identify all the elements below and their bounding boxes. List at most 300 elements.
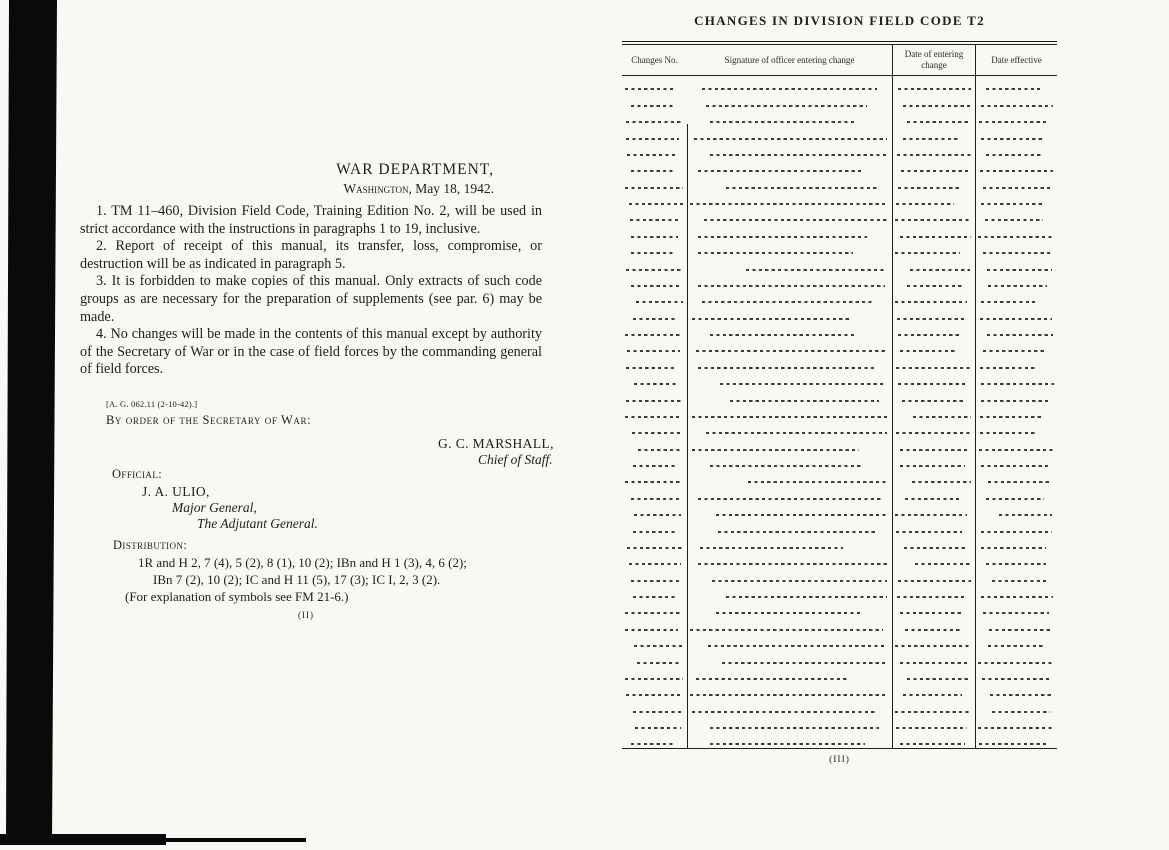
distribution-line-1: 1R and H 2, 7 (4), 5 (2), 8 (1), 10 (2); IBn and H 1 (3), 4, 6 (2); xyxy=(138,555,467,570)
dotted-fill-line xyxy=(716,612,863,614)
dotted-fill-line xyxy=(698,367,875,369)
dotted-fill-line xyxy=(690,629,883,631)
dotted-fill-line xyxy=(988,285,1047,287)
blank-cell xyxy=(975,301,1057,305)
dotted-fill-line xyxy=(983,252,1053,254)
blank-cell xyxy=(892,612,975,616)
scan-artifact-bottom-strip xyxy=(0,834,166,845)
dotted-fill-line xyxy=(979,121,1046,123)
blank-cell xyxy=(975,711,1057,715)
blank-cell xyxy=(687,269,892,273)
dotted-fill-line xyxy=(900,743,965,745)
dotted-fill-line xyxy=(986,563,1046,565)
dotted-fill-line xyxy=(710,334,855,336)
dotted-fill-line xyxy=(987,269,1052,271)
blank-cell xyxy=(622,580,687,584)
blank-cell xyxy=(892,465,975,469)
blank-cell xyxy=(975,662,1057,666)
blank-cell xyxy=(892,743,975,747)
blank-change-row xyxy=(622,92,1057,108)
blank-cell xyxy=(975,481,1057,485)
blank-cell xyxy=(892,170,975,174)
column-divider-3 xyxy=(975,76,976,748)
dotted-fill-line xyxy=(631,170,676,172)
blank-cell xyxy=(687,318,892,322)
blank-cell xyxy=(687,170,892,174)
dotted-fill-line xyxy=(698,170,863,172)
dotted-fill-line xyxy=(992,580,1047,582)
official-label: Official: xyxy=(112,467,163,481)
dotted-fill-line xyxy=(710,743,865,745)
dotted-fill-line xyxy=(981,465,1050,467)
dotted-fill-line xyxy=(981,383,1054,385)
blank-cell xyxy=(622,334,687,338)
dotted-fill-line xyxy=(637,662,682,664)
blank-cell xyxy=(892,449,975,453)
page-number-left: (II) xyxy=(298,610,314,620)
blank-cell xyxy=(892,154,975,158)
dotted-fill-line xyxy=(900,465,965,467)
blank-cell xyxy=(622,252,687,256)
dotted-fill-line xyxy=(913,416,971,418)
dotted-fill-line xyxy=(626,400,684,402)
blank-cell xyxy=(975,694,1057,698)
paragraph-2: 2. Report of receipt of this manual, its transfer, loss, compromise, or destruction will be as indicated in paragraph 5. xyxy=(80,238,542,272)
blank-cell xyxy=(622,203,687,207)
dotted-fill-line xyxy=(981,301,1035,303)
blank-cell xyxy=(622,531,687,535)
dotted-fill-line xyxy=(633,531,675,533)
dotted-fill-line xyxy=(625,678,683,680)
blank-cell xyxy=(892,416,975,420)
dotted-fill-line xyxy=(698,498,883,500)
dotted-fill-line xyxy=(625,88,673,90)
dotted-fill-line xyxy=(979,449,1053,451)
dotted-fill-line xyxy=(895,711,971,713)
dotted-fill-line xyxy=(981,400,1049,402)
blank-cell xyxy=(892,678,975,682)
blank-cell xyxy=(892,318,975,322)
blank-cell xyxy=(687,236,892,240)
blank-cell xyxy=(975,400,1057,404)
blank-cell xyxy=(622,121,687,125)
dotted-fill-line xyxy=(633,465,674,467)
dotted-fill-line xyxy=(636,301,683,303)
dotted-fill-line xyxy=(631,236,677,238)
dotted-fill-line xyxy=(706,432,887,434)
dotted-fill-line xyxy=(905,629,962,631)
dotted-fill-line xyxy=(710,154,889,156)
blank-cell xyxy=(622,596,687,600)
blank-cell xyxy=(687,105,892,109)
blank-cell xyxy=(622,170,687,174)
dotted-fill-line xyxy=(631,743,673,745)
blank-cell xyxy=(687,88,892,92)
blank-cell xyxy=(892,334,975,338)
dotted-fill-line xyxy=(912,481,971,483)
blank-cell xyxy=(892,531,975,535)
blank-cell xyxy=(975,219,1057,223)
dotted-fill-line xyxy=(625,612,682,614)
dotted-fill-line xyxy=(896,203,955,205)
blank-cell xyxy=(975,236,1057,240)
dotted-fill-line xyxy=(726,187,877,189)
dotted-fill-line xyxy=(896,367,970,369)
dotted-fill-line xyxy=(985,219,1043,221)
blank-cell xyxy=(622,678,687,682)
blank-cell xyxy=(622,138,687,142)
blank-cell xyxy=(687,350,892,354)
dotted-fill-line xyxy=(730,400,879,402)
dotted-fill-line xyxy=(710,727,879,729)
dotted-fill-line xyxy=(987,334,1053,336)
blank-cell xyxy=(622,645,687,649)
war-department-line: WAR DEPARTMENT, xyxy=(336,161,494,178)
blank-cell xyxy=(975,252,1057,256)
dotted-fill-line xyxy=(722,662,887,664)
blank-cell xyxy=(622,285,687,289)
blank-cell xyxy=(687,596,892,600)
blank-cell xyxy=(622,662,687,666)
header-date-effective: Date effective xyxy=(975,45,1057,75)
blank-cell xyxy=(975,187,1057,191)
signature-title: Chief of Staff. xyxy=(478,452,553,467)
blank-cell xyxy=(687,481,892,485)
blank-cell xyxy=(622,367,687,371)
paragraph-4: 4. No changes will be made in the contents of this manual except by authority of the Secretary of War or in the case of field forces by the commanding general of field forces. xyxy=(80,326,542,378)
changes-table-title: CHANGES IN DIVISION FIELD CODE T2 xyxy=(694,13,985,28)
blank-cell xyxy=(975,678,1057,682)
dotted-fill-line xyxy=(692,449,859,451)
blank-cell xyxy=(622,88,687,92)
blank-cell xyxy=(892,138,975,142)
dotted-fill-line xyxy=(981,547,1046,549)
blank-cell xyxy=(975,498,1057,502)
dotted-fill-line xyxy=(907,121,969,123)
dotted-fill-line xyxy=(706,105,867,107)
blank-cell xyxy=(892,269,975,273)
dotted-fill-line xyxy=(983,350,1044,352)
dotted-fill-line xyxy=(726,596,887,598)
dotted-fill-line xyxy=(631,498,682,500)
dotted-fill-line xyxy=(895,301,967,303)
dotted-fill-line xyxy=(627,350,680,352)
blank-cell xyxy=(622,400,687,404)
dotted-fill-line xyxy=(901,170,970,172)
dotted-fill-line xyxy=(690,694,887,696)
dotted-fill-line xyxy=(983,612,1050,614)
blank-cell xyxy=(975,432,1057,436)
dotted-fill-line xyxy=(897,596,965,598)
blank-cell xyxy=(622,219,687,223)
dotted-fill-line xyxy=(720,383,883,385)
dotted-fill-line xyxy=(907,285,962,287)
blank-cell xyxy=(622,236,687,240)
blank-cell xyxy=(622,383,687,387)
dotted-fill-line xyxy=(900,449,970,451)
blank-cell xyxy=(687,531,892,535)
blank-cell xyxy=(975,367,1057,371)
blank-cell xyxy=(622,318,687,322)
dotted-fill-line xyxy=(986,498,1045,500)
blank-cell xyxy=(975,269,1057,273)
dotted-fill-line xyxy=(915,563,970,565)
dotted-fill-line xyxy=(896,432,971,434)
dotted-fill-line xyxy=(981,531,1052,533)
dotted-fill-line xyxy=(904,547,965,549)
dotted-fill-line xyxy=(625,481,680,483)
blank-cell xyxy=(687,678,892,682)
scan-artifact-bottom-line xyxy=(160,838,306,842)
dotted-fill-line xyxy=(980,432,1037,434)
dotted-fill-line xyxy=(696,678,847,680)
blank-cell xyxy=(892,662,975,666)
blank-cell xyxy=(892,236,975,240)
blank-cell xyxy=(892,219,975,223)
changes-record-table xyxy=(622,41,1057,749)
dotted-fill-line xyxy=(748,481,887,483)
blank-cell xyxy=(687,547,892,551)
blank-cell xyxy=(687,449,892,453)
paragraph-3: 3. It is forbidden to make copies of this manual. Only extracts of such code groups as are necessary for the preparation of supplements (see par. 6) may be made. xyxy=(80,273,542,325)
column-divider-1 xyxy=(687,124,688,748)
blank-cell xyxy=(687,645,892,649)
dotted-fill-line xyxy=(625,334,682,336)
blank-cell xyxy=(687,285,892,289)
dotted-fill-line xyxy=(978,236,1053,238)
dotted-fill-line xyxy=(895,645,970,647)
blank-cell xyxy=(892,88,975,92)
blank-cell xyxy=(975,612,1057,616)
dotted-fill-line xyxy=(988,481,1052,483)
dotted-fill-line xyxy=(629,563,681,565)
dotted-fill-line xyxy=(979,743,1049,745)
blank-cell xyxy=(892,563,975,567)
dotted-fill-line xyxy=(698,236,867,238)
dotted-fill-line xyxy=(627,154,676,156)
blank-cell xyxy=(687,400,892,404)
blank-cell xyxy=(975,416,1057,420)
dotted-fill-line xyxy=(903,694,962,696)
blank-cell xyxy=(622,547,687,551)
dotted-fill-line xyxy=(986,88,1041,90)
blank-cell xyxy=(975,645,1057,649)
blank-cell xyxy=(975,350,1057,354)
blank-cell xyxy=(687,514,892,518)
dotted-fill-line xyxy=(632,432,682,434)
blank-cell xyxy=(622,154,687,158)
blank-cell xyxy=(622,301,687,305)
table-body xyxy=(622,76,1057,749)
blank-cell xyxy=(975,88,1057,92)
dotted-fill-line xyxy=(895,219,971,221)
page-number-right: (III) xyxy=(829,755,850,765)
dotted-fill-line xyxy=(625,416,679,418)
blank-cell xyxy=(892,187,975,191)
official-name: J. A. ULIO, xyxy=(142,484,210,499)
order-paragraphs xyxy=(80,203,542,379)
dotted-fill-line xyxy=(634,383,678,385)
dotted-fill-line xyxy=(631,285,682,287)
blank-cell xyxy=(622,105,687,109)
blank-cell xyxy=(975,727,1057,731)
blank-cell xyxy=(687,711,892,715)
dotted-fill-line xyxy=(700,547,843,549)
dotted-fill-line xyxy=(633,711,683,713)
blank-cell xyxy=(892,711,975,715)
dotted-fill-line xyxy=(981,105,1053,107)
dotted-fill-line xyxy=(631,105,675,107)
blank-cell xyxy=(892,383,975,387)
dotted-fill-line xyxy=(898,334,960,336)
dotted-fill-line xyxy=(692,711,875,713)
blank-cell xyxy=(622,465,687,469)
blank-cell xyxy=(687,563,892,567)
dotted-fill-line xyxy=(626,269,681,271)
blank-cell xyxy=(687,662,892,666)
document-heading xyxy=(80,161,494,197)
dotted-fill-line xyxy=(638,449,683,451)
dotted-fill-line xyxy=(692,318,851,320)
dotted-fill-line xyxy=(981,203,1044,205)
dotted-fill-line xyxy=(696,350,887,352)
dotted-fill-line xyxy=(630,219,680,221)
dotted-fill-line xyxy=(900,236,971,238)
blank-cell xyxy=(687,694,892,698)
blank-cell xyxy=(687,154,892,158)
distribution-label: Distribution: xyxy=(113,538,188,552)
blank-cell xyxy=(622,563,687,567)
blank-cell xyxy=(975,154,1057,158)
book-binding-edge xyxy=(6,0,57,843)
blank-cell xyxy=(892,645,975,649)
blank-cell xyxy=(687,187,892,191)
dotted-fill-line xyxy=(702,88,877,90)
blank-cell xyxy=(622,481,687,485)
blank-cell xyxy=(687,121,892,125)
blank-cell xyxy=(975,138,1057,142)
blank-cell xyxy=(687,727,892,731)
blank-cell xyxy=(622,269,687,273)
blank-change-row xyxy=(622,109,1057,125)
dotted-fill-line xyxy=(988,645,1044,647)
dotted-fill-line xyxy=(980,416,1042,418)
dotted-fill-line xyxy=(698,252,853,254)
ag-file-reference: [A. G. 062.11 (2-10-42).] xyxy=(106,399,198,409)
blank-cell xyxy=(975,531,1057,535)
dotted-fill-line xyxy=(631,580,679,582)
blank-cell xyxy=(687,383,892,387)
dotted-fill-line xyxy=(900,350,956,352)
dotted-fill-line xyxy=(980,367,1035,369)
blank-cell xyxy=(892,350,975,354)
header-date-entering: Date of entering change xyxy=(892,45,975,75)
dotted-fill-line xyxy=(989,629,1051,631)
blank-cell xyxy=(975,318,1057,322)
blank-cell xyxy=(892,547,975,551)
blank-cell xyxy=(687,334,892,338)
dotted-fill-line xyxy=(898,580,971,582)
dotted-fill-line xyxy=(704,219,887,221)
dotted-fill-line xyxy=(626,367,674,369)
blank-cell xyxy=(622,514,687,518)
blank-cell xyxy=(975,580,1057,584)
blank-cell xyxy=(622,350,687,354)
dotted-fill-line xyxy=(625,629,678,631)
dotted-fill-line xyxy=(895,252,960,254)
blank-cell xyxy=(975,285,1057,289)
dotted-fill-line xyxy=(902,400,965,402)
blank-cell xyxy=(622,432,687,436)
blank-cell xyxy=(687,612,892,616)
dotted-fill-line xyxy=(692,416,887,418)
dotted-fill-line xyxy=(626,121,683,123)
dotted-fill-line xyxy=(981,596,1053,598)
dotted-fill-line xyxy=(983,187,1051,189)
by-order-line: By order of the Secretary of War: xyxy=(106,413,312,427)
dotted-fill-line xyxy=(992,711,1050,713)
dotted-fill-line xyxy=(896,727,967,729)
blank-cell xyxy=(975,383,1057,387)
blank-cell xyxy=(687,219,892,223)
dotted-fill-line xyxy=(627,547,683,549)
blank-cell xyxy=(687,580,892,584)
dotted-fill-line xyxy=(698,285,885,287)
blank-cell xyxy=(892,727,975,731)
dotted-fill-line xyxy=(718,531,875,533)
blank-cell xyxy=(892,285,975,289)
blank-cell xyxy=(892,694,975,698)
blank-change-row xyxy=(622,76,1057,92)
blank-cell xyxy=(687,465,892,469)
dotted-fill-line xyxy=(690,203,887,205)
blank-cell xyxy=(892,301,975,305)
dotted-fill-line xyxy=(710,465,863,467)
blank-cell xyxy=(975,629,1057,633)
blank-cell xyxy=(622,629,687,633)
dotted-fill-line xyxy=(910,269,970,271)
dotted-fill-line xyxy=(990,694,1053,696)
dotted-fill-line xyxy=(702,301,875,303)
blank-cell xyxy=(892,367,975,371)
blank-cell xyxy=(622,498,687,502)
dotted-fill-line xyxy=(978,662,1052,664)
blank-cell xyxy=(975,449,1057,453)
paragraph-1: 1. TM 11–460, Division Field Code, Training Edition No. 2, will be used in strict accordance with the instructions in paragraphs 1 to 19, inclusive. xyxy=(80,203,542,237)
blank-cell xyxy=(975,514,1057,518)
blank-cell xyxy=(892,629,975,633)
dotted-fill-line xyxy=(897,318,964,320)
dotted-fill-line xyxy=(694,138,887,140)
blank-cell xyxy=(687,416,892,420)
dotted-fill-line xyxy=(710,121,857,123)
blank-cell xyxy=(892,432,975,436)
dotted-fill-line xyxy=(716,514,887,516)
dotted-fill-line xyxy=(626,138,679,140)
blank-cell xyxy=(975,334,1057,338)
dotted-fill-line xyxy=(999,514,1052,516)
dotted-fill-line xyxy=(980,318,1051,320)
blank-cell xyxy=(975,743,1057,747)
blank-cell xyxy=(622,416,687,420)
dotted-fill-line xyxy=(633,596,677,598)
header-changes-no: Changes No. xyxy=(631,54,678,65)
dotted-fill-line xyxy=(625,187,683,189)
header-signature: Signature of officer entering change xyxy=(724,54,855,65)
blank-cell xyxy=(892,105,975,109)
dotted-fill-line xyxy=(897,154,972,156)
blank-cell xyxy=(892,596,975,600)
